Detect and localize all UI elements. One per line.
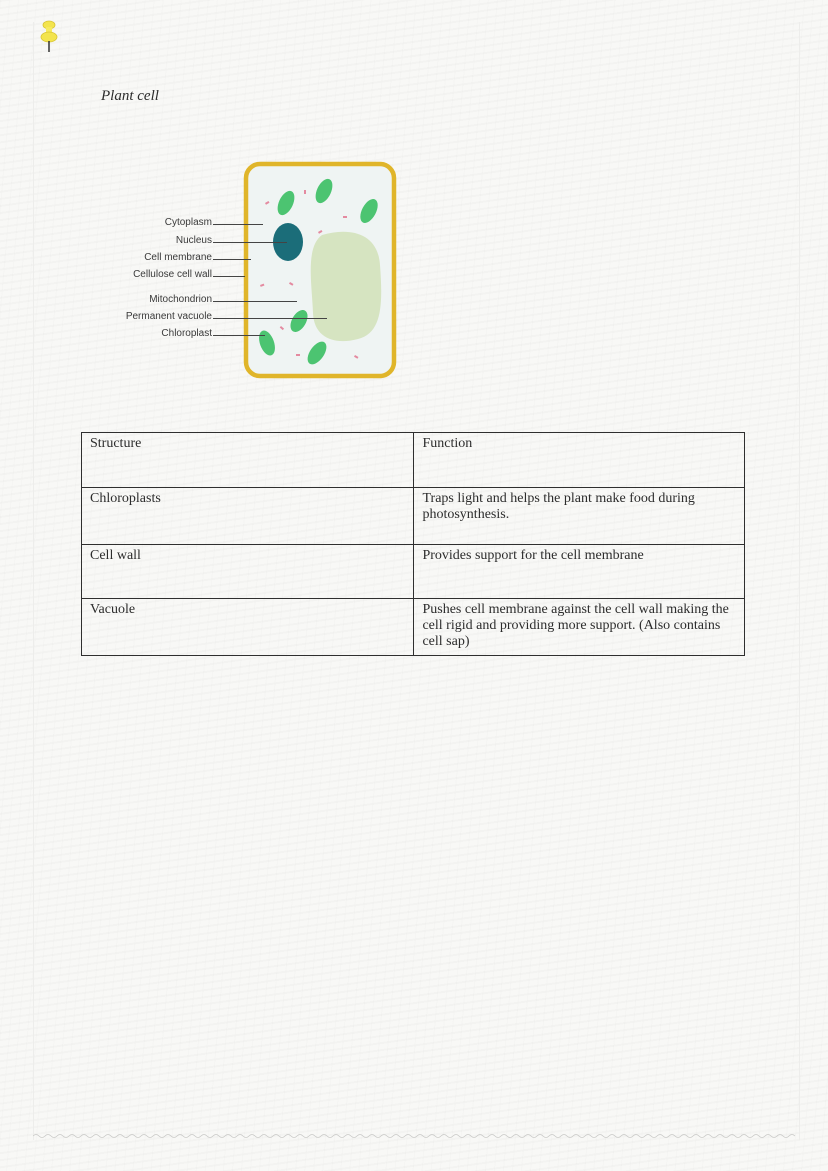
leader-line bbox=[213, 242, 287, 243]
label-cytoplasm: Cytoplasm bbox=[164, 217, 212, 228]
plant-cell-diagram bbox=[100, 155, 410, 390]
cell-structure: Vacuole bbox=[82, 599, 414, 656]
table-row bbox=[82, 488, 745, 545]
label-cellulose-cell-wall: Cellulose cell wall bbox=[133, 269, 212, 280]
label-cell-membrane: Cell membrane bbox=[144, 252, 212, 263]
label-mitochondrion: Mitochondrion bbox=[149, 294, 212, 305]
cell-function: Provides support for the cell membrane bbox=[414, 545, 745, 599]
leader-line bbox=[213, 301, 297, 302]
cell-structure: Chloroplasts bbox=[82, 488, 414, 545]
table-row bbox=[82, 545, 745, 599]
page-bottom-edge bbox=[33, 1133, 798, 1139]
label-nucleus: Nucleus bbox=[175, 235, 212, 246]
label-chloroplast: Chloroplast bbox=[161, 328, 212, 339]
header-structure: Structure bbox=[82, 433, 414, 488]
structure-function-table bbox=[81, 432, 745, 656]
leader-line bbox=[213, 335, 265, 336]
cell-function: Pushes cell membrane against the cell wall making the cell rigid and providing more support. (Also contains cell sap) bbox=[414, 599, 745, 656]
header-function: Function bbox=[414, 433, 745, 488]
leader-line bbox=[213, 318, 327, 319]
leader-line bbox=[213, 224, 263, 225]
table-row bbox=[82, 599, 745, 656]
leader-line bbox=[213, 259, 251, 260]
cell-structure: Cell wall bbox=[82, 545, 414, 599]
table-header-row bbox=[82, 433, 745, 488]
leader-line bbox=[213, 276, 245, 277]
cell-function: Traps light and helps the plant make food during photosynthesis. bbox=[414, 488, 745, 545]
document-heading: Plant cell bbox=[101, 88, 159, 104]
pushpin-icon bbox=[38, 20, 60, 54]
label-permanent-vacuole: Permanent vacuole bbox=[125, 311, 212, 322]
